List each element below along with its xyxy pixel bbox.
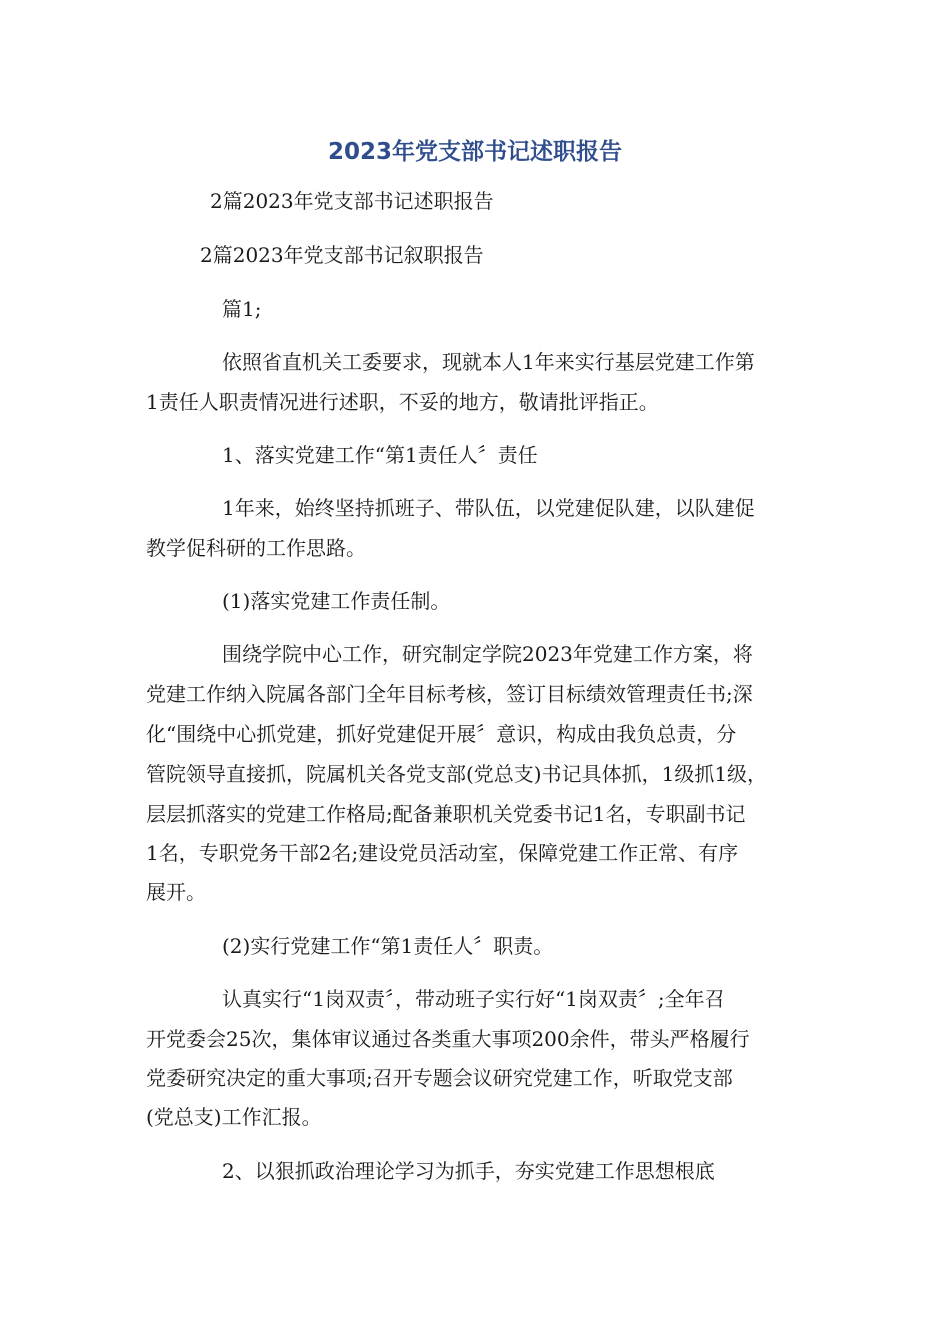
intro-line: 依照省直机关工委要求，现就本人1年来实行基层党建工作第 xyxy=(222,350,755,374)
section-heading-1: 1、落实党建工作“第1责任人〞责任 xyxy=(222,443,538,467)
paragraph-line: 党建工作纳入院属各部门全年目标考核，签订目标绩效管理责任书;深 xyxy=(146,682,753,706)
paragraph-line: 管院领导直接抓，院属机关各党支部(党总支)书记具体抓，1级抓1级， xyxy=(146,762,768,786)
paragraph-line: 开党委会25次，集体审议通过各类重大事项200余件，带头严格履行 xyxy=(146,1027,750,1051)
paragraph-line: (党总支)工作汇报。 xyxy=(146,1105,322,1129)
paragraph-line: 展开。 xyxy=(146,880,206,904)
subsection-heading-1: (1)落实党建工作责任制。 xyxy=(222,589,451,613)
paragraph-line: 化“围绕中心抓党建，抓好党建促开展〞意识，构成由我负总责，分 xyxy=(146,722,737,746)
paragraph-line: 党委研究决定的重大事项;召开专题会议研究党建工作，听取党支部 xyxy=(146,1066,733,1090)
paragraph-line: 围绕学院中心工作，研究制定学院2023年党建工作方案，将 xyxy=(222,642,753,666)
subtitle-line-2: 2篇2023年党支部书记叙职报告 xyxy=(200,243,484,267)
part-label: 篇1; xyxy=(222,297,262,321)
subsection-heading-2: (2)实行党建工作“第1责任人〞职责。 xyxy=(222,934,554,958)
document-title: 2023年党支部书记述职报告 xyxy=(327,139,622,165)
intro-line: 1责任人职责情况进行述职，不妥的地方，敬请批评指正。 xyxy=(146,390,659,414)
paragraph-line: 层层抓落实的党建工作格局;配备兼职机关党委书记1名，专职副书记 xyxy=(146,802,746,826)
section-heading-2: 2、以狠抓政治理论学习为抓手，夯实党建工作思想根底 xyxy=(222,1159,715,1183)
subtitle-line-1: 2篇2023年党支部书记述职报告 xyxy=(210,189,494,213)
paragraph-line: 教学促科研的工作思路。 xyxy=(146,536,366,560)
paragraph-line: 1年来，始终坚持抓班子、带队伍，以党建促队建，以队建促 xyxy=(222,496,755,520)
paragraph-line: 认真实行“1岗双责〞，带动班子实行好“1岗双责〞;全年召 xyxy=(222,987,725,1011)
paragraph-line: 1名，专职党务干部2名;建设党员活动室，保障党建工作正常、有序 xyxy=(146,841,739,865)
